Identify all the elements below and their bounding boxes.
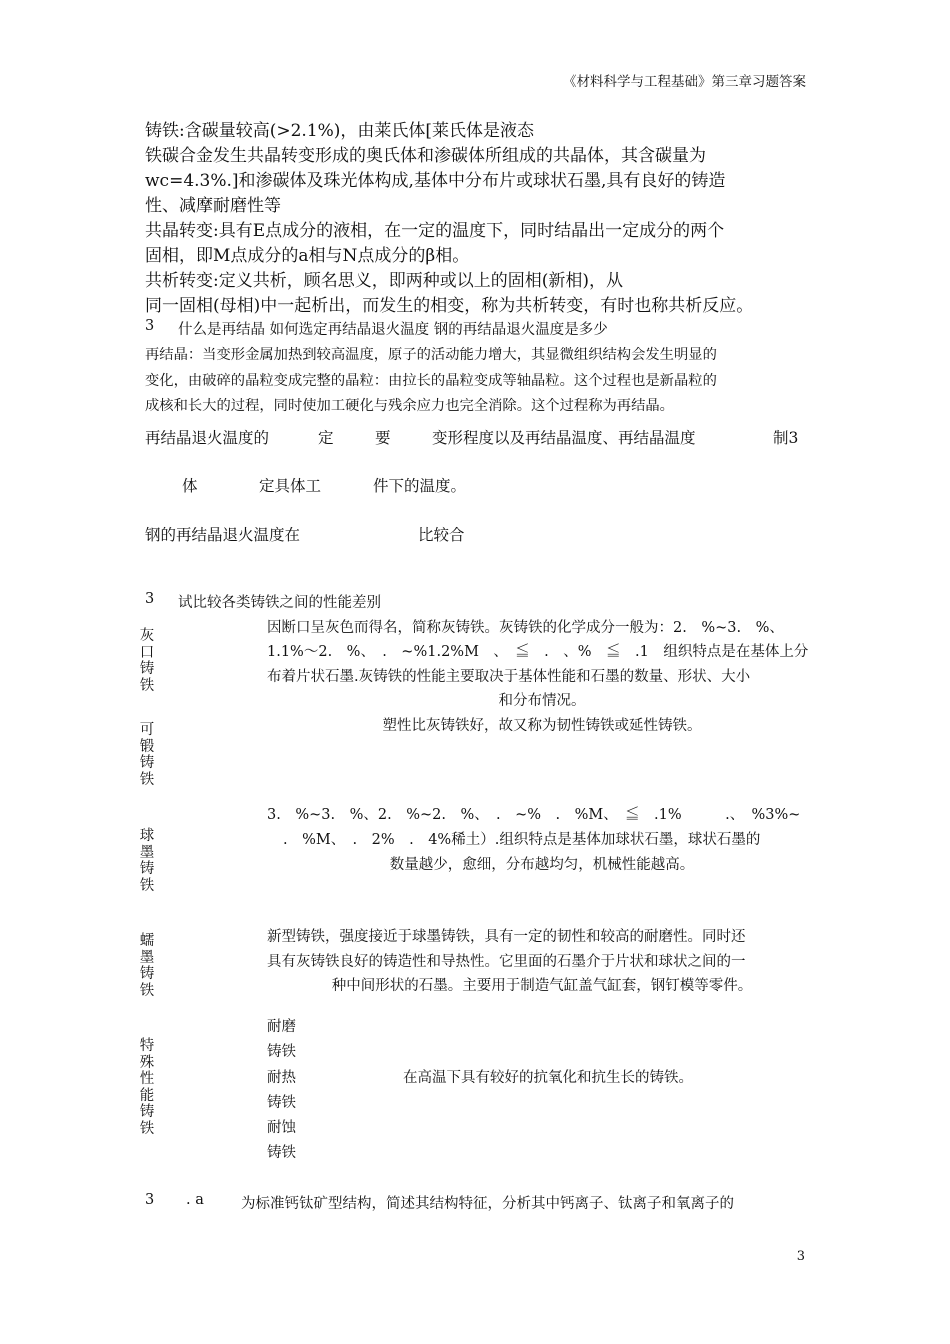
table-subcell: 铸铁 bbox=[267, 1145, 296, 1161]
table-cell-line: 在高温下具有较好的抗氧化和抗生长的铸铁。 bbox=[403, 1070, 693, 1086]
table-cell-line: 具有灰铸铁良好的铸造性和导热性。它里面的石墨介于片状和球状之间的一 bbox=[267, 954, 746, 970]
paragraph-line: wc=4.3%.]和渗碳体及珠光体构成,基体中分布片或球状石墨,具有良好的铸造 bbox=[145, 171, 726, 191]
paragraph-line: 铁碳合金发生共晶转变形成的奥氏体和渗碳体所组成的共晶体，其含碳量为 bbox=[145, 146, 706, 166]
table-row-label: 球 墨 铸 铁 bbox=[139, 828, 155, 894]
answer-fragment: 制3 bbox=[773, 429, 799, 447]
table-cell-line: 布着片状石墨.灰铸铁的性能主要取决于基体性能和石墨的数量、形状、大小 bbox=[267, 669, 751, 685]
question-text: 什么是再结晶 如何选定再结晶退火温度 钢的再结晶退火温度是多少 bbox=[178, 322, 608, 338]
table-cell-line: 1.1%～2. %、 . ~%1.2%M 、 ≦ . 、% ≦ .1 组织特点是在基体上分 bbox=[267, 644, 809, 660]
table-cell-line: 3. %~3. %、2. %~2. %、 . ~% . %M、 ≦ .1% .、 %3%~ bbox=[267, 807, 801, 823]
paragraph-line: 同一固相(母相)中一起析出，而发生的相变，称为共析转变，有时也称共析反应。 bbox=[145, 296, 754, 316]
question-number: 3 bbox=[145, 591, 155, 607]
table-row-label: 可 锻 铸 铁 bbox=[139, 722, 155, 788]
paragraph-line: 共析转变:定义共析，顾名思义，即两种或以上的固相(新相)，从 bbox=[145, 271, 623, 291]
table-cell-line: 新型铸铁，强度接近于球墨铸铁，具有一定的韧性和较高的耐磨性。同时还 bbox=[267, 929, 746, 945]
paragraph-line: 固相，即M点成分的a相与N点成分的β相。 bbox=[145, 246, 470, 266]
table-row-label: 灰 口 铸 铁 bbox=[139, 628, 155, 694]
question-mark: . a bbox=[186, 1192, 204, 1208]
answer-line: 变化，由破碎的晶粒变成完整的晶粒：由拉长的晶粒变成等轴晶粒。这个过程也是新晶粒的 bbox=[145, 373, 717, 389]
answer-fragment: 再结晶退火温度的 bbox=[145, 429, 270, 447]
question-number: 3 bbox=[145, 318, 155, 334]
answer-fragment: 要 bbox=[375, 429, 391, 447]
table-subcell: 耐蚀 bbox=[267, 1120, 296, 1136]
table-cell-line: . %M、 . 2% . 4%稀土）.组织特点是基体加球状石墨，球状石墨的 bbox=[283, 832, 761, 848]
answer-fragment: 体 bbox=[182, 477, 198, 495]
table-subcell: 铸铁 bbox=[267, 1095, 296, 1111]
question-number: 3 bbox=[145, 1192, 155, 1208]
table-row-label: 特 殊 性 能 铸 铁 bbox=[139, 1038, 155, 1137]
answer-line: 再结晶：当变形金属加热到较高温度，原子的活动能力增大，其显微组织结构会发生明显的 bbox=[145, 347, 717, 363]
question-text: 为标准钙钛矿型结构，简述其结构特征，分析其中钙离子、钛离子和氧离子的 bbox=[241, 1196, 734, 1212]
table-subcell: 铸铁 bbox=[267, 1044, 296, 1060]
answer-fragment: 变形程度以及再结晶温度、再结晶温度 bbox=[432, 429, 696, 447]
table-cell-line: 和分布情况。 bbox=[498, 693, 586, 709]
table-subcell: 耐热 bbox=[267, 1070, 296, 1086]
page-header: 《材料科学与工程基础》第三章习题答案 bbox=[563, 74, 806, 90]
answer-line: 成核和长大的过程，同时使加工硬化与残余应力也完全消除。这个过程称为再结晶。 bbox=[145, 398, 674, 414]
question-text: 试比较各类铸铁之间的性能差别 bbox=[178, 595, 381, 611]
answer-fragment: 定具体工 bbox=[259, 477, 322, 495]
paragraph-line: 铸铁:含碳量较高(>2.1%)，由莱氏体[莱氏体是液态 bbox=[145, 121, 535, 141]
answer-fragment: 钢的再结晶退火温度在 bbox=[145, 526, 301, 544]
page-number: 3 bbox=[796, 1249, 805, 1264]
table-cell-line: 因断口呈灰色而得名，简称灰铸铁。灰铸铁的化学成分一般为：2. %~3. %、 bbox=[267, 620, 784, 636]
answer-fragment: 定 bbox=[318, 429, 334, 447]
table-cell-line: 种中间形状的石墨。主要用于制造气缸盖气缸套，钢钉模等零件。 bbox=[331, 978, 753, 994]
answer-fragment: 件下的温度。 bbox=[373, 477, 467, 495]
answer-fragment: 比较合 bbox=[418, 526, 465, 544]
table-subcell: 耐磨 bbox=[267, 1019, 296, 1035]
paragraph-line: 性、减摩耐磨性等 bbox=[145, 196, 281, 216]
table-cell-line: 数量越少，愈细，分布越均匀，机械性能越高。 bbox=[389, 857, 695, 873]
table-cell-line: 塑性比灰铸铁好，故又称为韧性铸铁或延性铸铁。 bbox=[382, 718, 702, 734]
paragraph-line: 共晶转变:具有E点成分的液相，在一定的温度下，同时结晶出一定成分的两个 bbox=[145, 221, 725, 241]
table-row-label: 蠕 墨 铸 铁 bbox=[139, 933, 155, 999]
